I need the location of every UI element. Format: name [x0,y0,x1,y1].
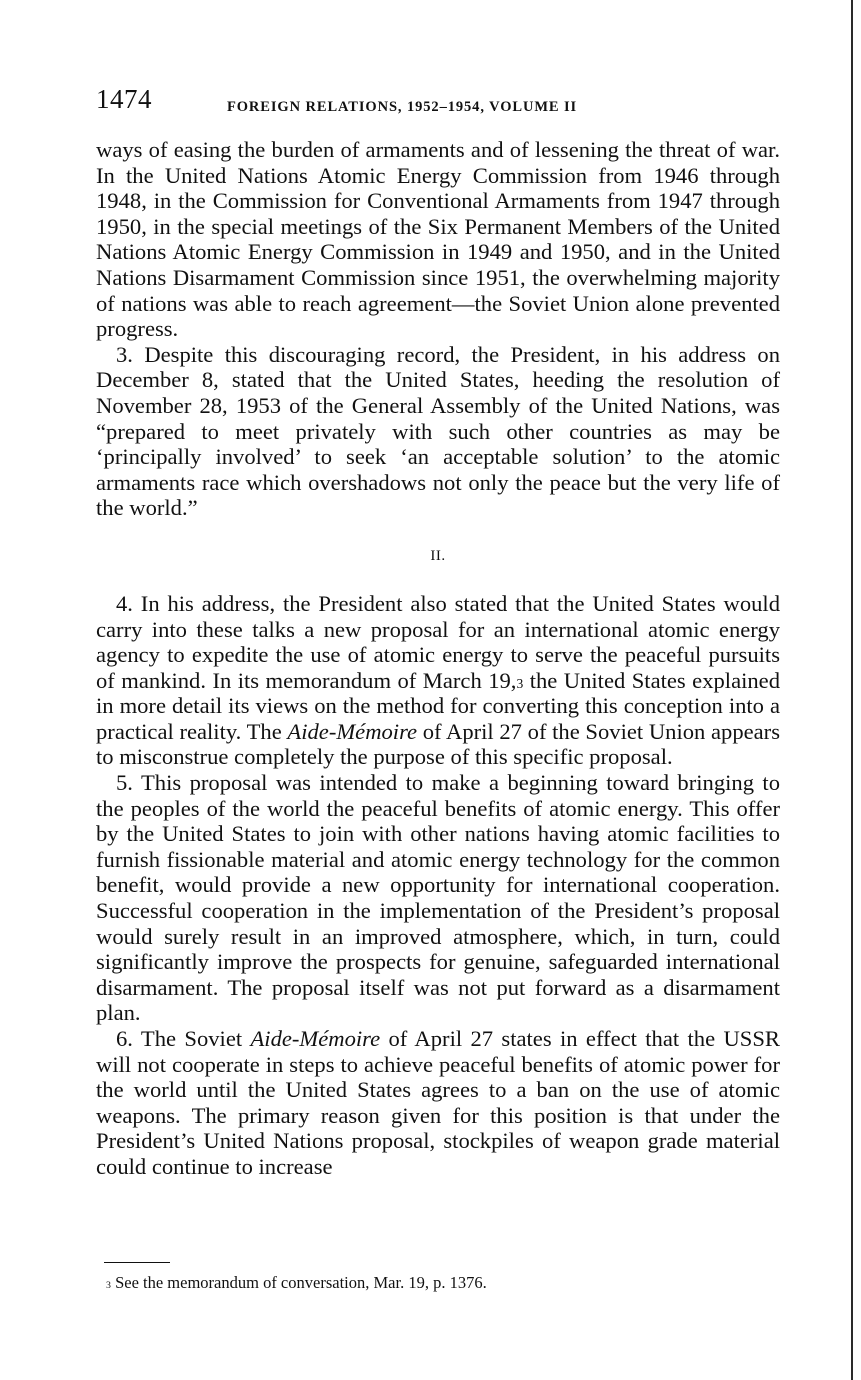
paragraph-6-text-a: 6. The Soviet [116,1026,251,1051]
paragraph-continued: ways of easing the burden of armaments and of lessening the threat of war. In the United Nations Atomic Energy Commission from 1946 through 1948, in the Commission for Conventional Armaments from 1947 through 1950, in the special meetings of the Six Permanent Members of the United Nations Atomic Energy Commission in 1949 and 1950, and in the United Nations Disarmament Commission since 1951, the overwhelming majority of nations was able to reach agreement—the Soviet Union alone prevented progress. [96,137,780,342]
paragraph-5: 5. This proposal was intended to make a beginning toward bringing to the peoples of the world the peaceful benefits of atomic energy. This offer by the United States to join with other nations having atomic facilities to furnish fissionable material and atomic energy technology for the common benefit, would provide a new opportunity for international cooperation. Successful cooperation in the implementation of the President’s proposal would surely result in an improved atmosphere, which, in turn, could significantly improve the prospects for genuine, safeguarded international disarmament. The proposal itself was not put forward as a disarmament plan. [96,770,780,1026]
body-text [96,137,780,1180]
paragraph-4-italic: Aide-Mémoire [287,718,418,744]
paragraph-4-text-c: of April 27 of the Soviet Union appears to misconstrue completely the purpose of this specific proposal. [96,718,780,770]
footnote-reference[interactable]: 3 [516,675,524,691]
paragraph-6-text-b: of April 27 states in effect that the USSR will not cooperate in steps to achieve peaceful benefits of atomic power for the world until the United States agrees to a ban on the use of atomic weapons. The primary reason given for this position is that under the President’s United Nations proposal, stockpiles of weapon grade material could continue to increase [96,1026,780,1179]
footnote-rule [104,1262,170,1263]
page-edge [851,0,853,1380]
footnote [106,1273,487,1293]
paragraph-6-italic: Aide-Mémoire [250,1026,381,1051]
paragraph-4-text-b: the United States explained in more detail its views on the method for converting this conception into a practical reality. The [96,667,780,744]
paragraph-6 [96,1026,780,1180]
paragraph-4-text-a: 4. In his address, the President also stated that the United States would carry into these talks a new proposal for an international atomic energy agency to expedite the use of atomic energy to serve the peaceful pursuits of mankind. In its memorandum of March 19, [96,590,780,693]
footnote-text: See the memorandum of conversation, Mar. 19, p. 1376. [110,1273,487,1292]
page-number: 1474 [96,84,152,114]
section-heading: II. [430,547,446,564]
paragraph-3: 3. Despite this discouraging record, the President, in his address on December 8, stated that the United States, heeding the resolution of November 28, 1953 of the General Assembly of the United Nations, was “prepared to meet privately with such other countries as may be ‘principally involved’ to seek ‘an acceptable solution’ to the atomic armaments race which overshadows not only the peace but the very life of the world.” [96,341,780,521]
paragraph-4 [96,591,780,770]
footnote-marker: 3 [106,1280,111,1291]
running-title: FOREIGN RELATIONS, 1952–1954, VOLUME II [227,99,578,115]
page-header [96,84,780,124]
